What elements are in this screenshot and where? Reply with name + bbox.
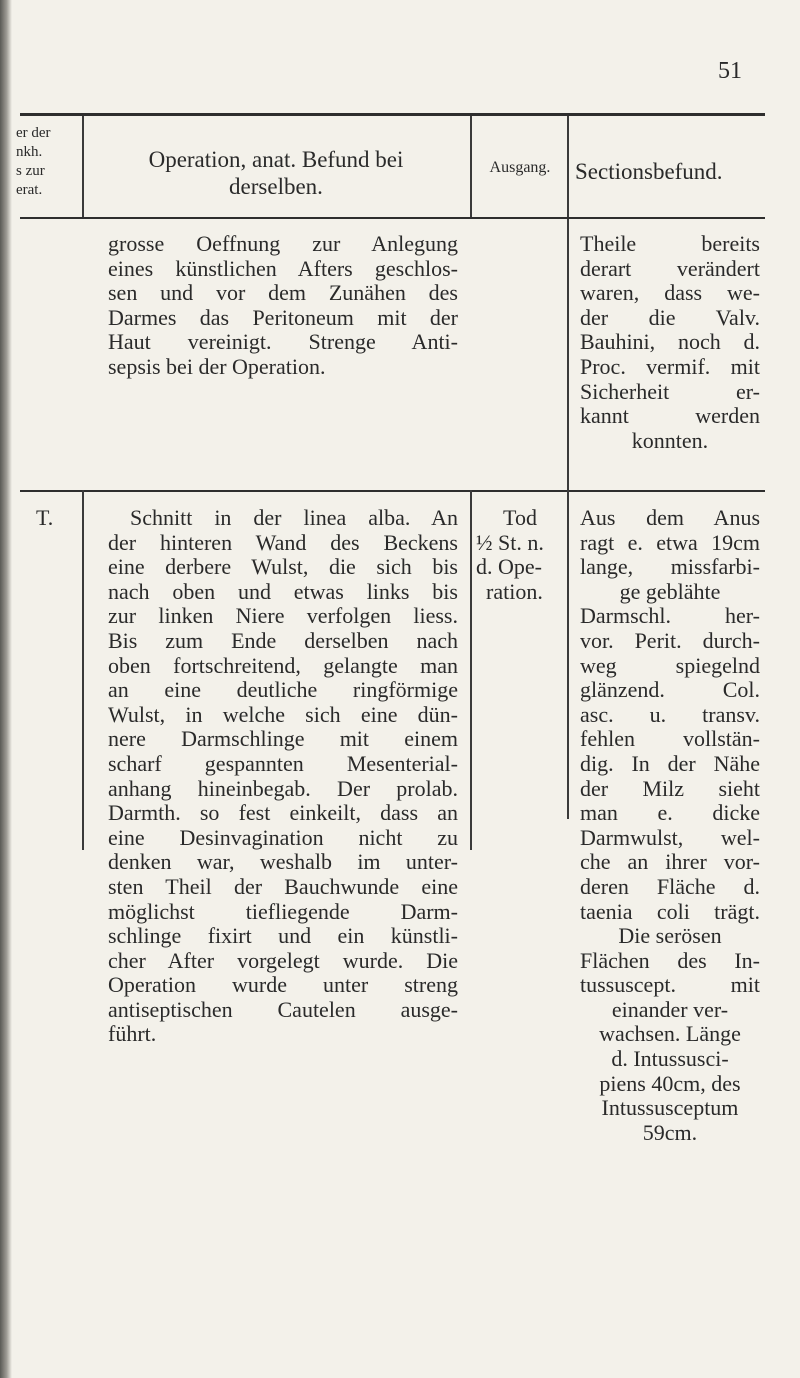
row2-col3-line: Aus dem Anus xyxy=(580,506,760,530)
row1-col3-line: Theile bereits xyxy=(580,232,760,256)
table-top-rule xyxy=(20,113,765,116)
row2-col3-line: d. Intussusci- xyxy=(611,1047,729,1072)
row2-col3-line: der Milz sieht xyxy=(580,776,760,801)
row2-col3-line: Flächen des In- xyxy=(580,948,760,973)
header-col2 xyxy=(474,158,566,177)
row2-col1-line: anhang hineinbegab. Der prolab. xyxy=(108,776,458,801)
header-col3-text: Sectionsbefund. xyxy=(575,159,723,184)
row2-col3-line: fehlen vollstän- xyxy=(580,727,760,752)
row2-col1-line: schlinge fixirt und ein künstli- xyxy=(108,924,458,949)
row2-col1-line: sten Theil der Bauchwunde eine xyxy=(108,874,458,899)
row2-col3-line: Darmschl. her- xyxy=(580,604,760,629)
header-col0-line: erat. xyxy=(16,182,43,198)
row1-col1-line: eines künstlichen Afters geschlos- xyxy=(108,256,458,281)
row2-col1-line: Darmth. so fest einkeilt, dass an xyxy=(108,801,458,826)
column-divider-2-body xyxy=(470,490,472,850)
page-number: 51 xyxy=(718,58,742,84)
column-divider-3-body xyxy=(567,219,569,819)
row2-col2-line: ration. xyxy=(486,579,543,604)
row2-col2-line: d. Ope- xyxy=(476,555,542,580)
row2-col3-line: vor. Perit. durch- xyxy=(580,628,760,653)
row2-col1-line: nach oben und etwas links bis xyxy=(108,579,458,604)
row1-col3-line: konnten. xyxy=(631,428,709,453)
header-col0-line: nkh. xyxy=(16,144,43,160)
row2-col1-line: eine Desinvagination nicht zu xyxy=(108,825,458,850)
row2-col3-line: asc. u. transv. xyxy=(580,702,760,727)
column-divider-1-body xyxy=(82,490,84,850)
row2-col3 xyxy=(580,506,760,1145)
row2-col3-line: man e. dicke xyxy=(580,801,760,826)
row2-col1-line: oben fortschreitend, gelangte man xyxy=(108,653,458,678)
row2-col1-line: Wulst, in welche sich eine dün- xyxy=(108,702,458,727)
row1-col3-line: waren, dass we- xyxy=(580,281,760,306)
row2-col1-line: cher After vorgelegt wurde. Die xyxy=(108,948,458,973)
header-bottom-rule xyxy=(20,217,765,219)
row2-col2 xyxy=(476,506,564,604)
row2-col3-line: ge geblähte xyxy=(619,579,721,604)
row2-col3-line: weg spiegelnd xyxy=(580,653,760,678)
row2-col3-line: Darmwulst, wel- xyxy=(580,825,760,850)
row2-col3-line: Intussusceptum xyxy=(601,1096,739,1121)
row2-col1-line: antiseptischen Cautelen ausge- xyxy=(108,997,458,1022)
row-separator-rule xyxy=(20,490,765,492)
row2-col1-line: möglichst tiefliegende Darm- xyxy=(108,899,458,924)
row2-col3-line: piens 40cm, des xyxy=(599,1071,741,1096)
row1-col1 xyxy=(108,232,458,380)
row2-col0-text: T. xyxy=(36,506,54,530)
row2-col1-line: führt. xyxy=(108,1022,157,1047)
row2-col3-line: taenia coli trägt. xyxy=(580,899,760,924)
row2-col1-line: Schnitt in der linea alba. An xyxy=(130,506,458,530)
header-col1-line: derselben. xyxy=(229,174,323,199)
header-col1 xyxy=(90,146,462,200)
row1-col3-line: Sicherheit er- xyxy=(580,379,760,404)
binding-shadow xyxy=(0,0,12,1378)
row2-col2-line: Tod xyxy=(503,506,537,530)
column-divider-2 xyxy=(470,116,472,217)
row1-col1-line: Darmes das Peritoneum mit der xyxy=(108,305,458,330)
row2-col3-line: deren Fläche d. xyxy=(580,874,760,899)
header-col0-line: s zur xyxy=(16,163,45,179)
row1-col3-line: Proc. vermif. mit xyxy=(580,354,760,379)
row2-col0 xyxy=(36,506,80,531)
row1-col3-line: der die Valv. xyxy=(580,305,760,330)
row2-col1-line: scharf gespannten Mesenterial- xyxy=(108,751,458,776)
row2-col3-line: dig. In der Nähe xyxy=(580,751,760,776)
row2-col3-line: 59cm. xyxy=(642,1120,698,1145)
row1-col3 xyxy=(580,232,760,453)
row2-col3-line: wachsen. Länge xyxy=(599,1022,741,1047)
row2-col3-line: lange, missfarbi- xyxy=(580,555,760,580)
row1-col3-line: kannt werden xyxy=(580,404,760,429)
row1-col3-line: derart verändert xyxy=(580,256,760,281)
row2-col3-line: ragt e. etwa 19cm xyxy=(580,530,760,555)
row1-col1-line: sen und vor dem Zunähen des xyxy=(108,281,458,306)
row2-col3-line: che an ihrer vor- xyxy=(580,850,760,875)
header-col3 xyxy=(575,158,765,185)
row2-col2-line: ½ St. n. xyxy=(476,530,544,555)
row2-col1-line: der hinteren Wand des Beckens xyxy=(108,530,458,555)
row1-col1-line: grosse Oeffnung zur Anlegung xyxy=(108,232,458,256)
header-col1-line: Operation, anat. Befund bei xyxy=(148,147,404,172)
row2-col3-line: tussuscept. mit xyxy=(580,973,760,998)
row2-col3-line: einander ver- xyxy=(611,997,729,1022)
row2-col1-line: an eine deutliche ringförmige xyxy=(108,678,458,703)
row2-col3-line: Die serösen xyxy=(618,924,722,949)
row2-col3-line: glänzend. Col. xyxy=(580,678,760,703)
row2-col1 xyxy=(108,506,458,1047)
header-col2-text: Ausgang. xyxy=(489,159,551,176)
header-col0 xyxy=(16,124,80,200)
row1-col3-line: Bauhini, noch d. xyxy=(580,330,760,355)
row2-col1-line: nere Darmschlinge mit einem xyxy=(108,727,458,752)
column-divider-3 xyxy=(567,116,569,217)
header-col0-line: er der xyxy=(16,125,51,141)
row2-col1-line: zur linken Niere verfolgen liess. xyxy=(108,604,458,629)
row2-col1-line: denken war, weshalb im unter- xyxy=(108,850,458,875)
row1-col1-line: Haut vereinigt. Strenge Anti- xyxy=(108,330,458,355)
row1-col1-line: sepsis bei der Operation. xyxy=(108,354,326,379)
row2-col1-line: Bis zum Ende derselben nach xyxy=(108,628,458,653)
row2-col1-line: Operation wurde unter streng xyxy=(108,973,458,998)
column-divider-1 xyxy=(82,116,84,217)
row2-col1-line: eine derbere Wulst, die sich bis xyxy=(108,555,458,580)
